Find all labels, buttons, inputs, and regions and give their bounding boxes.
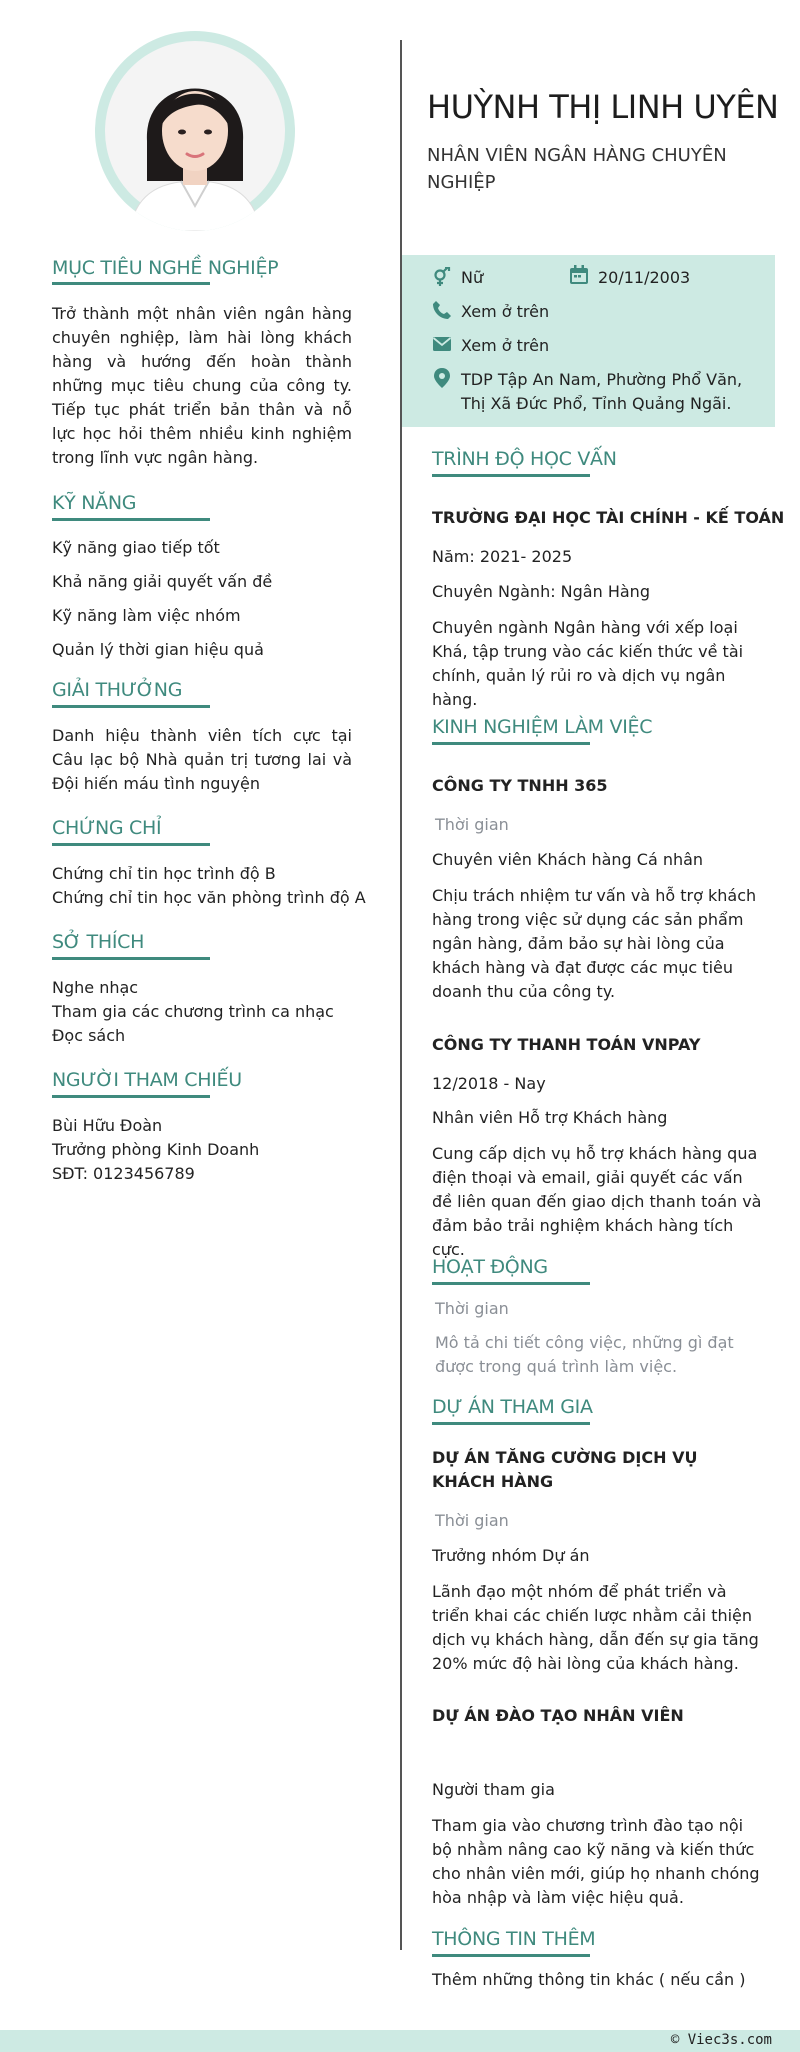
contact-dob: 20/11/2003 xyxy=(598,268,691,287)
certificate-item: Chứng chỉ tin học văn phòng trình độ A xyxy=(52,888,366,907)
reference-role: Trưởng phòng Kinh Doanh xyxy=(52,1140,260,1159)
certificates-title: CHỨNG CHỈ xyxy=(52,817,162,839)
phone-icon xyxy=(432,300,452,320)
projects-title: DỰ ÁN THAM GIA xyxy=(432,1396,593,1418)
project-name: DỰ ÁN ĐÀO TẠO NHÂN VIÊN xyxy=(432,1706,684,1725)
avatar xyxy=(95,31,295,231)
job-time: Thời gian xyxy=(435,815,509,834)
watermark: © Viec3s.com xyxy=(670,2032,772,2048)
awards-title: GIẢI THƯỞNG xyxy=(52,679,183,701)
activities-underline xyxy=(432,1282,590,1285)
project-name: DỰ ÁN TĂNG CƯỜNG DỊCH VỤ KHÁCH HÀNG xyxy=(432,1448,698,1491)
project-desc: Lãnh đạo một nhóm để phát triển và triển khai các chiến lược nhằm cải thiện dịch vụ khách hàng, dẫn đến sự gia tăng 20% mức độ hài lòng của khách hàng. xyxy=(432,1582,759,1673)
avatar-photo xyxy=(95,31,295,231)
contact-phone: Xem ở trên xyxy=(461,302,550,321)
project-role: Trưởng nhóm Dự án xyxy=(432,1546,590,1565)
additional-title: THÔNG TIN THÊM xyxy=(432,1928,596,1950)
education-underline xyxy=(432,474,590,477)
skills-title: KỸ NĂNG xyxy=(52,492,137,514)
certificates-underline xyxy=(52,843,210,846)
education-school: TRƯỜNG ĐẠI HỌC TÀI CHÍNH - KẾ TOÁN xyxy=(432,508,785,527)
skill-item: Kỹ năng làm việc nhóm xyxy=(52,606,241,625)
awards-text: Danh hiệu thành viên tích cực tại Câu lạc bộ Nhà quản trị tương lai và Đội hiến máu tình nguyện xyxy=(52,726,352,793)
activity-desc: Mô tả chi tiết công việc, những gì đạt được trong quá trình làm việc. xyxy=(435,1333,734,1376)
hobby-item: Tham gia các chương trình ca nhạc xyxy=(52,1002,334,1021)
job-time: 12/2018 - Nay xyxy=(432,1074,546,1093)
additional-text: Thêm những thông tin khác ( nếu cần ) xyxy=(432,1970,746,1989)
skill-item: Kỹ năng giao tiếp tốt xyxy=(52,538,220,557)
activities-title: HOẠT ĐỘNG xyxy=(432,1256,548,1278)
objective-text: Trở thành một nhân viên ngân hàng chuyên nghiệp, làm hài lòng khách hàng và hướng đến hoàn thành những mục tiêu chung của công ty. Tiếp tục phát triển bản thân và nỗ lực học hỏi thêm nhiều kinh nghiệm trong lĩnh vực ngân hàng. xyxy=(52,304,352,467)
certificate-item: Chứng chỉ tin học trình độ B xyxy=(52,864,276,883)
experience-underline xyxy=(432,742,590,745)
reference-phone: SĐT: 0123456789 xyxy=(52,1164,195,1183)
job-desc: Chịu trách nhiệm tư vấn và hỗ trợ khách hàng trong việc sử dụng các sản phẩm ngân hàng, đảm bảo sự hài lòng của khách hàng và đạt được các mục tiêu doanh thu của công ty. xyxy=(432,886,757,1001)
skill-item: Khả năng giải quyết vấn đề xyxy=(52,572,273,591)
skill-item: Quản lý thời gian hiệu quả xyxy=(52,640,264,659)
awards-underline xyxy=(52,705,210,708)
skills-underline xyxy=(52,518,210,521)
job-role: Chuyên viên Khách hàng Cá nhân xyxy=(432,850,704,869)
hobby-item: Nghe nhạc xyxy=(52,978,139,997)
candidate-name: HUỲNH THỊ LINH UYÊN xyxy=(427,88,779,126)
education-desc: Chuyên ngành Ngân hàng với xếp loại Khá, tập trung vào các kiến thức về tài chính, quản lý rủi ro và dịch vụ ngân hàng. xyxy=(432,618,744,709)
gender-icon xyxy=(432,267,452,287)
hobbies-title: SỞ THÍCH xyxy=(52,931,145,953)
job-company: CÔNG TY TNHH 365 xyxy=(432,776,608,795)
hobbies-underline xyxy=(52,957,210,960)
education-years: Năm: 2021- 2025 xyxy=(432,547,573,566)
projects-underline xyxy=(432,1422,590,1425)
experience-title: KINH NGHIỆM LÀM VIỆC xyxy=(432,716,653,738)
mail-icon xyxy=(432,334,452,354)
reference-name: Bùi Hữu Đoàn xyxy=(52,1116,163,1135)
location-icon xyxy=(432,368,452,388)
project-desc: Tham gia vào chương trình đào tạo nội bộ nhằm nâng cao kỹ năng và kiến thức cho nhân viên mới, giúp họ nhanh chóng hòa nhập và làm việc hiệu quả. xyxy=(432,1816,760,1907)
references-title: NGƯỜI THAM CHIẾU xyxy=(52,1069,242,1091)
job-company: CÔNG TY THANH TOÁN VNPAY xyxy=(432,1035,701,1054)
contact-email: Xem ở trên xyxy=(461,336,550,355)
contact-gender: Nữ xyxy=(461,268,484,287)
objective-title: MỤC TIÊU NGHỀ NGHIỆP xyxy=(52,257,279,279)
job-desc: Cung cấp dịch vụ hỗ trợ khách hàng qua điện thoại và email, giải quyết các vấn đề liên quan đến giao dịch thanh toán và đảm bảo trải nghiệm khách hàng tích cực. xyxy=(432,1144,762,1259)
job-role: Nhân viên Hỗ trợ Khách hàng xyxy=(432,1108,668,1127)
project-time: Thời gian xyxy=(435,1511,509,1530)
project-role: Người tham gia xyxy=(432,1780,555,1799)
hobby-item: Đọc sách xyxy=(52,1026,126,1045)
additional-underline xyxy=(432,1954,590,1957)
contact-address: TDP Tập An Nam, Phường Phổ Văn, Thị Xã Đức Phổ, Tỉnh Quảng Ngãi. xyxy=(461,370,743,413)
education-title: TRÌNH ĐỘ HỌC VẤN xyxy=(432,448,617,470)
objective-underline xyxy=(52,282,210,285)
education-major: Chuyên Ngành: Ngân Hàng xyxy=(432,582,650,601)
activity-time: Thời gian xyxy=(435,1299,509,1318)
references-underline xyxy=(52,1095,210,1098)
candidate-position: NHÂN VIÊN NGÂN HÀNG CHUYÊN NGHIỆP xyxy=(427,145,727,193)
calendar-icon xyxy=(569,265,589,285)
